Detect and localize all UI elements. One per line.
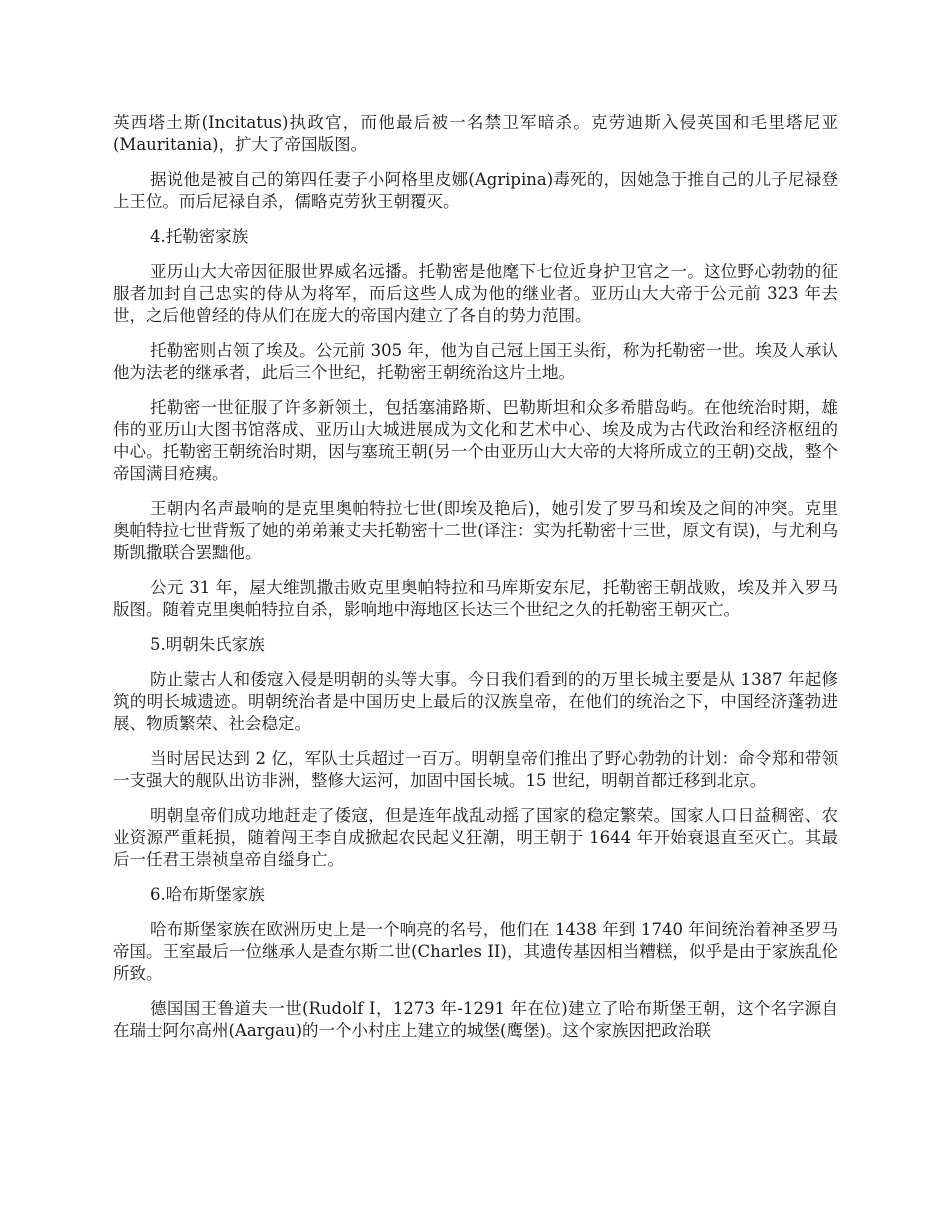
- paragraph: 据说他是被自己的第四任妻子小阿格里皮娜(Agripina)毒死的，因她急于推自己的儿子尼禄登上王位。而后尼禄自杀，儒略克劳狄王朝覆灭。: [113, 170, 838, 211]
- section-heading: 4.托勒密家族: [150, 227, 249, 246]
- paragraph: 哈布斯堡家族在欧洲历史上是一个响亮的名号，他们在 1438 年到 1740 年间统治着神圣罗马帝国。王室最后一位继承人是查尔斯二世(Charles II)，其遗传基因相当糟糕，似乎是由于家族乱伦所致。: [113, 920, 838, 983]
- paragraph: 英西塔土斯(Incitatus)执政官，而他最后被一名禁卫军暗杀。克劳迪斯入侵英国和毛里塔尼亚(Mauritania)，扩大了帝国版图。: [113, 113, 838, 154]
- document-body: [113, 112, 838, 1055]
- paragraph: 德国国王鲁道夫一世(Rudolf I，1273 年-1291 年在位)建立了哈布斯堡王朝，这个名字源自在瑞士阿尔高州(Aargau)的一个小村庄上建立的城堡(鹰堡)。这个家族因把政治联: [113, 999, 838, 1040]
- paragraph: 托勒密则占领了埃及。公元前 305 年，他为自己冠上国王头衔，称为托勒密一世。埃及人承认他为法老的继承者，此后三个世纪，托勒密王朝统治这片土地。: [113, 341, 838, 382]
- paragraph: 亚历山大大帝因征服世界威名远播。托勒密是他麾下七位近身护卫官之一。这位野心勃勃的征服者加封自己忠实的侍从为将军，而后这些人成为他的继业者。亚历山大大帝于公元前 323 年去世，之后他曾经的侍从们在庞大的帝国内建立了各自的势力范围。: [113, 262, 838, 325]
- section-heading: 6.哈布斯堡家族: [150, 885, 265, 904]
- section-heading: 5.明朝朱氏家族: [150, 635, 265, 654]
- paragraph: 防止蒙古人和倭寇入侵是明朝的头等大事。今日我们看到的的万里长城主要是从 1387 年起修筑的明长城遗迹。明朝统治者是中国历史上最后的汉族皇帝，在他们的统治之下，中国经济蓬勃进展、物质繁荣、社会稳定。: [113, 670, 838, 733]
- paragraph: 公元 31 年，屋大维凯撒击败克里奥帕特拉和马库斯安东尼，托勒密王朝战败，埃及并入罗马版图。随着克里奥帕特拉自杀，影响地中海地区长达三个世纪之久的托勒密王朝灭亡。: [113, 578, 838, 619]
- paragraph: 当时居民达到 2 亿，军队士兵超过一百万。明朝皇帝们推出了野心勃勃的计划：命令郑和带领一支强大的舰队出访非洲，整修大运河，加固中国长城。15 世纪，明朝首都迁移到北京。: [113, 749, 838, 790]
- paragraph: 王朝内名声最响的是克里奥帕特拉七世(即埃及艳后)，她引发了罗马和埃及之间的冲突。克里奥帕特拉七世背叛了她的弟弟兼丈夫托勒密十二世(译注：实为托勒密十三世，原文有误)，与尤利乌斯凯撒联合罢黜他。: [113, 499, 838, 562]
- paragraph: 托勒密一世征服了许多新领土，包括塞浦路斯、巴勒斯坦和众多希腊岛屿。在他统治时期，雄伟的亚历山大图书馆落成、亚历山大城进展成为文化和艺术中心、埃及成为古代政治和经济枢纽的中心。托勒密王朝统治时期，因与塞琉王朝(另一个由亚历山大大帝的大将所成立的王朝)交战，整个帝国满目疮痍。: [113, 398, 838, 483]
- paragraph: 明朝皇帝们成功地赶走了倭寇，但是连年战乱动摇了国家的稳定繁荣。国家人口日益稠密、农业资源严重耗损，随着闯王李自成掀起农民起义狂潮，明王朝于 1644 年开始衰退直至灭亡。其最后一任君王崇祯皇帝自缢身亡。: [113, 806, 838, 869]
